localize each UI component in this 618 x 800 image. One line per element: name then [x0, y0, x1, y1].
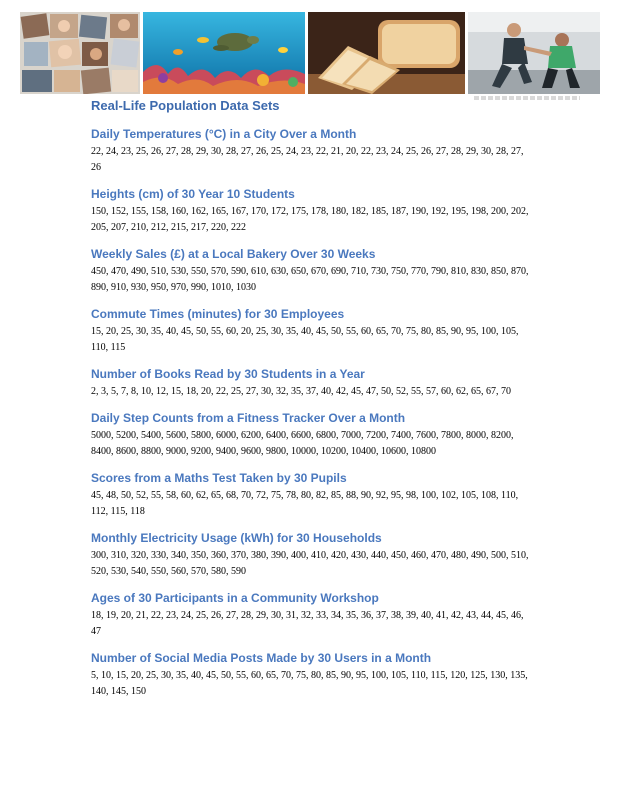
section-heading: Daily Temperatures (°C) in a City Over a Month: [91, 127, 357, 141]
section-values: 450, 470, 490, 510, 530, 550, 570, 590, 610, 630, 650, 670, 690, 710, 730, 750, 770, 790, 810, 830, 850, 870, 890, 910, 930, 950, 970, 990, 1010, 1030: [91, 266, 529, 293]
fitness-training-photo: [468, 12, 600, 94]
people-collage-photo: [20, 12, 140, 94]
section-heading: Weekly Sales (£) at a Local Bakery Over 30 Weeks: [91, 247, 376, 261]
section-heading: Scores from a Maths Test Taken by 30 Pupils: [91, 471, 347, 485]
section-heading: Number of Books Read by 30 Students in a Year: [91, 367, 365, 381]
data-set-list: [91, 127, 531, 711]
section-values: 45, 48, 50, 52, 55, 58, 60, 62, 65, 68, 70, 72, 75, 78, 80, 82, 85, 88, 90, 92, 95, 98, 100, 102, 105, 108, 110, 112, 115, 118: [91, 490, 519, 517]
section-heading: Monthly Electricity Usage (kWh) for 30 Households: [91, 531, 382, 545]
section-values: 5, 10, 15, 20, 25, 30, 35, 40, 45, 50, 55, 60, 65, 70, 75, 80, 85, 90, 95, 100, 105, 110, 115, 120, 125, 130, 135, 140, 145, 150: [91, 670, 528, 697]
data-set-section: [91, 411, 531, 460]
document-title: Real-Life Population Data Sets: [91, 98, 280, 113]
section-heading: Commute Times (minutes) for 30 Employees: [91, 307, 345, 321]
data-set-section: [91, 591, 531, 640]
section-heading: Heights (cm) of 30 Year 10 Students: [91, 187, 295, 201]
section-heading: Ages of 30 Participants in a Community Workshop: [91, 591, 379, 605]
section-values: 150, 152, 155, 158, 160, 162, 165, 167, 170, 172, 175, 178, 180, 182, 185, 187, 190, 192, 195, 198, 200, 202, 205, 207, 210, 212, 215, 217, 220, 222: [91, 206, 529, 233]
section-heading: Number of Social Media Posts Made by 30 Users in a Month: [91, 651, 432, 665]
data-set-section: [91, 247, 531, 296]
coral-reef-turtle-photo: [143, 12, 305, 94]
header-banner: [20, 12, 600, 94]
section-values: 22, 24, 23, 25, 26, 27, 28, 29, 30, 28, 27, 26, 25, 24, 23, 22, 21, 20, 22, 23, 24, 25, 26, 27, 28, 29, 30, 28, 27, 26: [91, 146, 524, 173]
data-set-section: [91, 367, 531, 400]
data-set-section: [91, 187, 531, 236]
data-set-section: [91, 651, 531, 700]
bread-loaf-photo: [308, 12, 465, 94]
data-set-section: [91, 127, 531, 176]
section-values: 15, 20, 25, 30, 35, 40, 45, 50, 55, 60, 20, 25, 30, 35, 40, 45, 50, 55, 60, 65, 70, 75, 80, 85, 90, 95, 100, 105, 110, 115: [91, 326, 519, 353]
section-heading: Daily Step Counts from a Fitness Tracker Over a Month: [91, 411, 406, 425]
section-values: 18, 19, 20, 21, 22, 23, 24, 25, 26, 27, 28, 29, 30, 31, 32, 33, 34, 35, 36, 37, 38, 39, 40, 41, 42, 43, 44, 45, 46, 47: [91, 610, 524, 637]
faint-watermark-line: [474, 96, 580, 100]
data-set-section: [91, 471, 531, 520]
section-values: 300, 310, 320, 330, 340, 350, 360, 370, 380, 390, 400, 410, 420, 430, 440, 450, 460, 470, 480, 490, 500, 510, 520, 530, 540, 550, 560, 570, 580, 590: [91, 550, 529, 577]
data-set-section: [91, 531, 531, 580]
section-values: 2, 3, 5, 7, 8, 10, 12, 15, 18, 20, 22, 25, 27, 30, 32, 35, 37, 40, 42, 45, 47, 50, 52, 55, 57, 60, 62, 65, 67, 70: [91, 386, 511, 397]
data-set-section: [91, 307, 531, 356]
section-values: 5000, 5200, 5400, 5600, 5800, 6000, 6200, 6400, 6600, 6800, 7000, 7200, 7400, 7600, 7800, 8000, 8200, 8400, 8600, 8800, 9000, 9200, 9400, 9600, 9800, 10000, 10200, 10400, 10600, 10800: [91, 430, 514, 457]
